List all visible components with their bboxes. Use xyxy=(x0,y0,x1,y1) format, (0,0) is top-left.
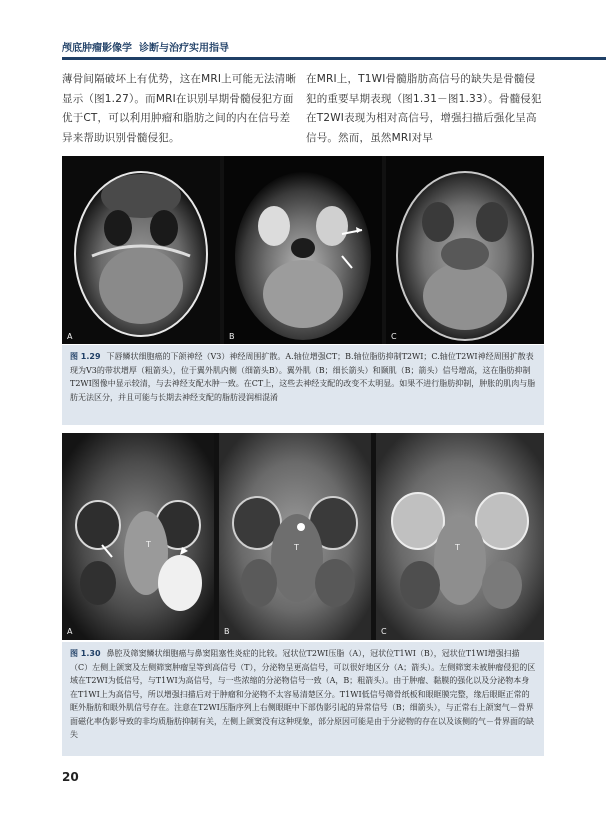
figure-1-30-tumor-label-c: T xyxy=(455,543,460,552)
figure-1-29-panel-c xyxy=(386,156,544,344)
figure-1-30-tumor-label-b: T xyxy=(294,543,299,552)
figure-1-30 xyxy=(62,433,544,640)
body-text-right-column: 在MRI上，T1WI骨髓脂肪高信号的缺失是骨髓侵犯的重要早期表现（图1.31－图1.33）。骨髓侵犯在T2WI表现为相对高信号，增强扫描后强化呈高信号。然而，虽然MRI对早 xyxy=(306,73,542,144)
figure-1-29-panel-b xyxy=(224,156,382,344)
page-number: 20 xyxy=(62,770,79,784)
figure-1-30-caption-text: 鼻腔及筛窦鳞状细胞癌与鼻窦阻塞性炎症的比较。冠状位T2WI压脂（A），冠状位T1WI（B），冠状位T1WI增强扫描（C）左侧上颌窦及左侧筛窦肿瘤呈等到高信号（T），分泌物呈更高信号，可以很好地区分（A；箭头）。左侧筛窦未被肿瘤侵犯的区域在T2WI为低信号，与T1WI为高信号，与一些浓缩的分泌物信号一致（A，B；粗箭头）。由于肿瘤、黏膜的强化以及分泌物本身在T1WI上为高信号，所以增强扫描后对于肿瘤和分泌物不太容易清楚区分。T1WI低信号筛骨纸板和眼眶膜完整，缘后眼眶正常的眶外脂肪和眼外肌信号存在。注意在T2WI压脂序列上右侧眼眶中下部伪影引起的异常信号（B；细箭头），与正常右上颌窦气－骨界面磁化率伪影导致的非均质脂肪抑制有关，左侧上颌窦没有这种现象，部分原因可能是由于分泌物的存在以及该侧的气－骨界面的缺失 xyxy=(70,649,536,739)
figure-1-29-caption-text: 下唇鳞状细胞癌的下颌神经（V3）神经周围扩散。A.轴位增强CT；B.轴位脂肪抑制T2WI；C.轴位T2WI神经周围扩散表现为V3的带状增厚（粗箭头），位于翼外肌内侧（细箭头B）。翼外肌（B；细长箭头）和颞肌（B；箭头）信号增高，这在脂肪抑制T2WI图像中显示较清，与去神经支配水肿一致。在CT上，这些去神经支配的改变不太明显。如果不进行脂肪抑制，肿胀的肌肉与脂肪无法区分，并且可能与长期去神经支配的脂肪浸润相混淆 xyxy=(70,352,536,402)
figure-1-30-tumor-label-a: T xyxy=(146,540,151,549)
figure-1-30-panel-b xyxy=(219,433,371,640)
figure-1-30-images xyxy=(62,433,544,640)
figure-1-29-caption xyxy=(62,345,544,425)
figure-1-30-label-c: C xyxy=(381,627,387,636)
running-header xyxy=(62,41,606,61)
header-rule xyxy=(62,57,606,60)
figure-1-30-caption-number: 图 1.30 xyxy=(70,649,101,658)
figure-1-29-panel-a xyxy=(62,156,220,344)
figure-1-29-label-b: B xyxy=(229,332,235,341)
figure-1-30-caption xyxy=(62,642,544,756)
figure-1-30-panel-c xyxy=(376,433,544,640)
book-subtitle: 诊断与治疗实用指导 xyxy=(138,43,229,54)
body-text-left-column: 薄骨间隔破坏上有优势，这在MRI上可能无法清晰显示（图1.27）。而MRI在识别早期骨髓侵犯方面优于CT，可以利用肿瘤和脂肪之间的内在信号差异来帮助识别骨髓侵犯。 xyxy=(62,73,297,144)
figure-1-30-panel-a xyxy=(62,433,214,640)
figure-1-30-label-b: B xyxy=(224,627,230,636)
figure-1-29 xyxy=(62,156,544,344)
figure-1-29-label-c: C xyxy=(391,332,397,341)
figure-1-30-label-a: A xyxy=(67,627,73,636)
figure-1-29-images xyxy=(62,156,544,344)
book-title: 颅底肿瘤影像学 xyxy=(62,43,132,54)
figure-1-29-label-a: A xyxy=(67,332,73,341)
figure-1-29-caption-number: 图 1.29 xyxy=(70,352,101,361)
